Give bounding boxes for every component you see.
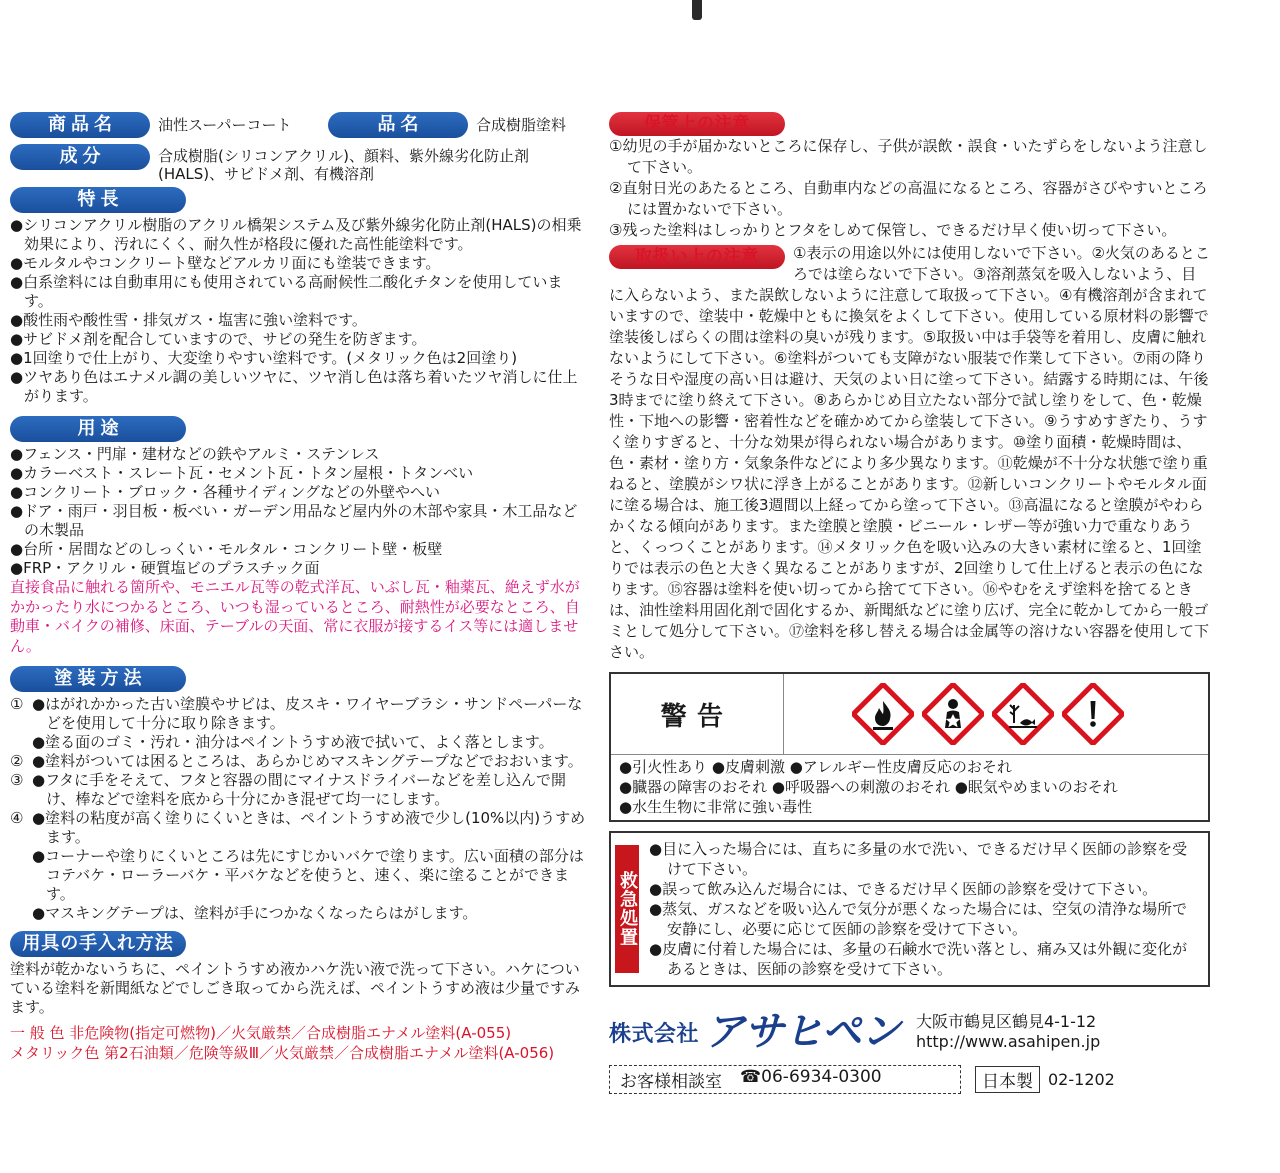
- first-aid-item: ●皮膚に付着した場合には、多量の石鹸水で洗い落とし、痛み又は外観に変化があるときは、医師の診察を受けて下さい。: [649, 940, 1188, 978]
- feature-item: ●サビドメ剤を配合していますので、サビの発生を防ぎます。: [10, 330, 427, 348]
- uses-unsuitable-warning: 直接食品に触れる箇所や、モニエル瓦等の乾式洋瓦、いぶし瓦・釉薬瓦、絶えず水がかかったり水につかるところ、いつも湿っているところ、耐熱性が必要なところ、自動車・バイクの補修、床面、テーブルの天面、常に衣服が接するイス等には適しません。: [10, 578, 580, 655]
- first-aid-list: [643, 833, 1208, 985]
- storage-list: [609, 136, 1210, 241]
- uses-label: 用途: [10, 416, 186, 442]
- feature-item: ●1回塗りで仕上がり、大変塗りやすい塗料です。(メタリック色は2回塗り): [10, 349, 518, 367]
- classification-metallic: メタリック色 第2石油類／危険等級Ⅲ／火気厳禁／合成樹脂エナメル塗料(A-056): [10, 1044, 555, 1062]
- feature-item: ●酸性雨や酸性雪・排気ガス・塩害に強い塗料です。: [10, 311, 367, 329]
- tool-care-section: [10, 931, 586, 1017]
- feature-item: ●白系塗料には自動車用にも使用されている高耐候性二酸化チタンを使用しています。: [10, 273, 563, 310]
- method-step-text: ●マスキングテープは、塗料が手につかなくなったらはがします。: [32, 904, 478, 922]
- feature-item: ●ツヤあり色はエナメル調の美しいツヤに、ツヤ消し色は落ち着いたツヤ消しに仕上がります。: [10, 368, 578, 405]
- company-info: [609, 1009, 1210, 1055]
- first-aid-box: [609, 831, 1210, 987]
- use-item: ●ドア・雨戸・羽目板・板べい・ガーデン用品など屋内外の木部や家具・木工品などの木製品: [10, 502, 578, 539]
- item-value: 合成樹脂塗料: [476, 116, 567, 134]
- flame-icon: [852, 683, 914, 745]
- method-label: 塗装方法: [10, 666, 186, 692]
- trade-name-value: 油性スーパーコート: [158, 116, 292, 134]
- features-list: [10, 216, 586, 406]
- environment-icon: [992, 683, 1054, 745]
- first-aid-item: ●蒸気、ガスなどを吸い込んで気分が悪くなった場合には、空気の清浄な場所で安静にし、必要に応じて医師の診察を受けて下さい。: [649, 900, 1188, 938]
- method-step-number: [10, 733, 32, 752]
- brand-logo: アサヒペン: [704, 1009, 900, 1055]
- first-aid-item: ●誤って飲み込んだ場合には、できるだけ早く医師の診察を受けて下さい。: [649, 880, 1158, 898]
- handling-body: ①表示の用途以外には使用しないで下さい。②火気のあるところでは塗らないで下さい。③溶剤蒸気を吸入しないよう、目に入らないよう、また誤飲しないように注意して取扱って下さい。④有機溶剤が含まれていますので、塗装中・乾燥中ともに換気をよくして下さい。使用している原材料の影響で塗装後しばらくの間は塗料の臭いが残ります。⑤取扱い中は手袋等を着用し、皮膚に触れないようにして下さい。⑥塗料がついても支障がない服装で作業して下さい。⑦雨の降りそうな日や湿度の高い日は避け、天気のよい日に塗って下さい。結露する時期には、午後3時までに塗り終えて下さい。⑧あらかじめ目立たない部分で試し塗りをして、色・乾燥性・下地への影響・密着性などを確かめてから塗装して下さい。⑨うすめすぎたり、うすく塗りすぎると、十分な効果が得られない場合があります。⑩塗り面積・乾燥時間は、色・素材・塗り方・気象条件などにより多少異なります。⑪乾燥が不十分な状態で塗り重ねると、塗膜がシワ状に浮き上がることがあります。⑫新しいコンクリートやモルタル面に塗る場合は、施工後3週間以上経ってから塗って下さい。⑬高温になると塗膜がやわらかくなる傾向があります。また塗膜と塗膜・ビニール・レザー等が強い力で重なりあうと、くっつくことがあります。⑭メタリック色を吸い込みの大きい素材に塗ると、1回塗りでは表示の色と大きく異なることがありますが、2回塗りして仕上げると表示の色になります。⑮容器は塗料を使い切ってから捨てて下さい。⑯やむをえず塗料を捨てるときは、油性塗料用固化剤で固化するか、新聞紙などに塗り広げ、完全に乾かしてから一般ゴミとして処分して下さい。⑰塗料を移し替える場合は金属等の溶けない容器を使用して下さい。: [609, 244, 1210, 661]
- tool-care-text: 塗料が乾かないうちに、ペイントうすめ液かハケ洗い液で洗って下さい。ハケについている塗料を新聞紙などでしごき取ってから洗えば、ペイントうすめ液は少量ですみます。: [10, 960, 581, 1016]
- handling-label: 取扱い上の注意: [609, 245, 785, 269]
- support-phone: ☎06-6934-0300: [740, 1067, 882, 1087]
- left-column: [10, 112, 586, 1063]
- method-step-text: ●はがれかかった古い塗膜やサビは、皮スキ・ワイヤーブラシ・サンドペーパーなどを使用して十分に取り除きます。: [32, 695, 583, 732]
- classification: [10, 1023, 586, 1063]
- support-box: [609, 1065, 961, 1094]
- method-step: [10, 771, 586, 809]
- ingredients-label: 成分: [10, 144, 150, 170]
- company-url[interactable]: http://www.asahipen.jp: [915, 1032, 1101, 1051]
- contact-row: [609, 1065, 1210, 1094]
- method-step: [10, 847, 586, 904]
- method-step-text: ●コーナーや塗りにくいところは先にすじかいバケで塗ります。広い面積の部分はコテバケ・ローラーバケ・平バケなどを使うと、速く、楽に塗ることができます。: [32, 847, 584, 903]
- method-step-text: ●フタに手をそえて、フタと容器の間にマイナスドライバーなどを差し込んで開け、棒などで塗料を底から十分にかき混ぜて均一にします。: [32, 771, 567, 808]
- method-step-number: [10, 904, 32, 923]
- product-row: [10, 112, 586, 138]
- company-address-block: [916, 1012, 1100, 1052]
- made-in-japan: 日本製: [975, 1066, 1040, 1093]
- company-prefix: 株式会社: [609, 1021, 699, 1047]
- method-step-text: ●塗る面のゴミ・汚れ・油分はペイントうすめ液で拭いて、よく落とします。: [32, 733, 554, 751]
- first-aid-item: ●目に入った場合には、直ちに多量の水で洗い、できるだけ早く医師の診察を受けて下さい。: [649, 840, 1188, 878]
- classification-general: 一 般 色 非危険物(指定可燃物)／火気厳禁／合成樹脂エナメル塗料(A-055): [10, 1024, 512, 1042]
- trade-name-label: 商品名: [10, 112, 150, 138]
- features-label: 特長: [10, 187, 186, 213]
- method-step-number: ②: [10, 752, 24, 770]
- storage-item: ③残った塗料はしっかりとフタをしめて保管し、できるだけ早く使い切って下さい。: [609, 221, 1177, 239]
- hazard-statements: [611, 755, 1208, 820]
- method-step-number: ③: [10, 771, 24, 789]
- method-section: [10, 666, 586, 923]
- method-step-text: ●塗料の粘度が高く塗りにくいときは、ペイントうすめ液で少し(10%以内)うすめます。: [32, 809, 586, 846]
- handling-section: [609, 243, 1210, 663]
- storage-item: ②直射日光のあたるところ、自動車内などの高温になるところ、容器がさびやすいところには置かないで下さい。: [609, 179, 1208, 218]
- storage-item: ①幼児の手が届かないところに保存し、子供が誤飲・誤食・いたずらをしないよう注意して下さい。: [609, 137, 1208, 176]
- hazard-label: 警告: [611, 674, 784, 754]
- method-step-text: ●塗料がついては困るところは、あらかじめマスキングテープなどでおおいます。: [32, 752, 583, 770]
- feature-item: ●モルタルやコンクリート壁などアルカリ面にも塗装できます。: [10, 254, 441, 272]
- storage-label: 保管上の注意: [609, 112, 785, 136]
- use-item: ●フェンス・門扉・建材などの鉄やアルミ・ステンレス: [10, 445, 380, 463]
- method-list: [10, 695, 586, 923]
- method-step: [10, 904, 586, 923]
- ingredients-row: [10, 144, 586, 183]
- hazard-line-2: ●臓器の障害のおそれ ●呼吸器への刺激のおそれ ●眠気やめまいのおそれ: [619, 778, 1118, 796]
- use-item: ●コンクリート・ブロック・各種サイディングなどの外壁やへい: [10, 483, 440, 501]
- method-step-number: [10, 847, 32, 904]
- method-step-number: ④: [10, 809, 24, 827]
- item-label: 品名: [328, 112, 468, 138]
- hazard-line-3: ●水生生物に非常に強い毒性: [619, 798, 813, 816]
- uses-list: [10, 445, 586, 578]
- uses-section: [10, 416, 586, 656]
- ingredients-value: 合成樹脂(シリコンアクリル)、顔料、紫外線劣化防止剤(HALS)、サビドメ剤、有機溶剤: [158, 147, 529, 183]
- hazard-header: [611, 674, 1208, 755]
- tool-care-label: 用具の手入れ方法: [10, 931, 186, 957]
- top-edge-mark: [692, 0, 702, 20]
- handling-text: [609, 243, 1210, 663]
- use-item: ●台所・居間などのしっくい・モルタル・コンクリート壁・板壁: [10, 540, 443, 558]
- use-item: ●FRP・アクリル・硬質塩ビのプラスチック面: [10, 559, 320, 577]
- method-step: [10, 733, 586, 752]
- use-item: ●カラーベスト・スレート瓦・セメント瓦・トタン屋根・トタンべい: [10, 464, 474, 482]
- method-step-number: ①: [10, 695, 24, 713]
- right-column: [609, 112, 1210, 1094]
- exclamation-icon: [1062, 683, 1124, 745]
- method-step: [10, 695, 586, 733]
- product-code: 02-1202: [1048, 1070, 1115, 1089]
- method-step: [10, 809, 586, 847]
- feature-item: ●シリコンアクリル樹脂のアクリル橋架システム及び紫外線劣化防止剤(HALS)の相乗効果により、汚れにくく、耐久性が格段に優れた高性能塗料です。: [10, 216, 582, 253]
- features-section: [10, 187, 586, 406]
- support-label: お客様相談室: [620, 1072, 722, 1092]
- health-hazard-icon: [922, 683, 984, 745]
- first-aid-label: 救急処置: [615, 845, 639, 973]
- company-address: 大阪市鶴見区鶴見4-1-12: [915, 1012, 1097, 1031]
- hazard-box: [609, 672, 1210, 822]
- hazard-line-1: ●引火性あり ●皮膚刺激 ●アレルギー性皮膚反応のおそれ: [619, 758, 1012, 776]
- method-step: [10, 752, 586, 771]
- hazard-pictograms: [784, 674, 1208, 754]
